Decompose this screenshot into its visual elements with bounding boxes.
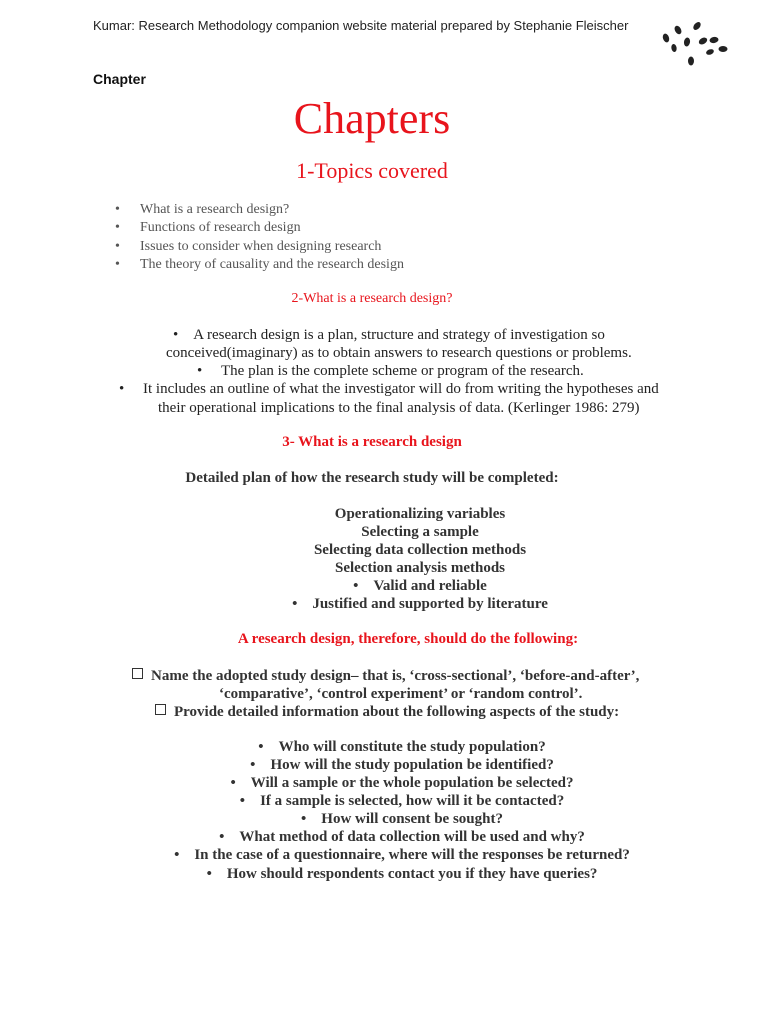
- topic-item: • What is a research design?: [115, 201, 404, 219]
- question-item: • In the case of a questionnaire, where will the responses be returned?: [174, 847, 630, 863]
- section3-bullet: • Valid and reliable: [353, 578, 487, 594]
- page-title: Chapters: [293, 94, 451, 143]
- checkbox-icon: [155, 704, 166, 715]
- section4-heading: A research design, therefore, should do the following:: [237, 631, 579, 647]
- chapter-label: Chapter: [93, 71, 146, 87]
- section3-bullet: • Justified and supported by literature: [292, 596, 548, 612]
- section2-bullet-3-cont: their operational implications to the final analysis of data. (Kerlinger 1986: 279): [158, 400, 640, 416]
- section2-bullet-1: • A research design is a plan, structure and strategy of investigation so: [173, 327, 605, 343]
- topics-heading: 1-Topics covered: [296, 158, 448, 183]
- question-item: • How will consent be sought?: [301, 811, 503, 827]
- section3-item: Selecting data collection methods: [313, 542, 527, 558]
- section2-bullet-1-cont: conceived(imaginary) as to obtain answers to research questions or problems.: [166, 345, 632, 361]
- section2-bullet-3: • It includes an outline of what the investigator will do from writing the hypotheses and: [119, 381, 659, 397]
- topic-item: • Issues to consider when designing research: [115, 238, 404, 256]
- footprints-logo: [656, 16, 736, 76]
- question-item: • If a sample is selected, how will it be contacted?: [239, 793, 565, 809]
- page-header: Kumar: Research Methodology companion website material prepared by Stephanie Fleischer: [93, 18, 629, 33]
- topics-list: [115, 201, 404, 274]
- topic-item: • Functions of research design: [115, 219, 404, 237]
- section4-check-1-cont: ‘comparative’, ‘control experiment’ or ‘random control’.: [219, 686, 583, 702]
- section3-item: Operationalizing variables: [334, 506, 506, 522]
- section3-intro: Detailed plan of how the research study will be completed:: [185, 470, 559, 486]
- question-item: • How should respondents contact you if they have queries?: [206, 866, 598, 882]
- section3-heading: 3- What is a research design: [282, 434, 462, 450]
- topic-item: • The theory of causality and the research design: [115, 256, 404, 274]
- section4-check-2: Provide detailed information about the following aspects of the study:: [155, 704, 619, 721]
- question-item: • How will the study population be identified?: [250, 757, 554, 773]
- section3-item: Selecting a sample: [361, 524, 479, 540]
- section3-item: Selection analysis methods: [334, 560, 505, 576]
- section2-heading: 2-What is a research design?: [291, 291, 453, 306]
- section4-check-1: Name the adopted study design– that is, ‘cross-sectional’, ‘before-and-after’,: [132, 668, 639, 685]
- question-item: • Who will constitute the study population?: [258, 739, 546, 755]
- checkbox-icon: [132, 668, 143, 679]
- question-item: • What method of data collection will be used and why?: [219, 829, 585, 845]
- question-item: • Will a sample or the whole population be selected?: [230, 775, 574, 791]
- section2-bullet-2: • The plan is the complete scheme or program of the research.: [197, 363, 584, 379]
